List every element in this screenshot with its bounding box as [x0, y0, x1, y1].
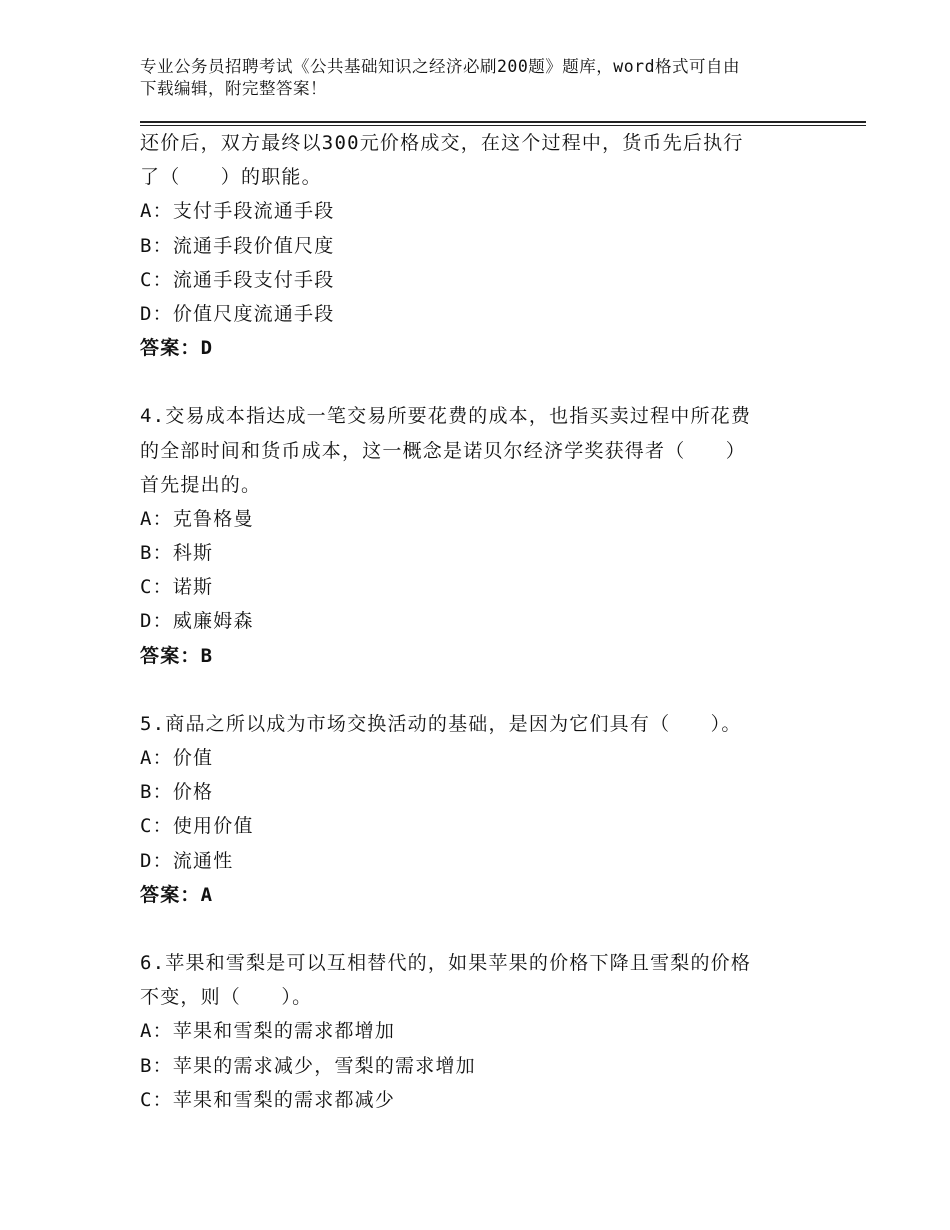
question-5 [140, 707, 840, 912]
question-6 [140, 946, 840, 1117]
question-stem-line: 了（ ）的职能。 [140, 166, 322, 189]
question-stem-line: 5.商品之所以成为市场交换活动的基础，是因为它们具有（ ）。 [140, 712, 742, 735]
option-a: A：克鲁格曼 [140, 507, 254, 530]
option-c: C：使用价值 [140, 815, 254, 838]
option-d: D：流通性 [140, 849, 234, 872]
option-c: C：诺斯 [140, 576, 214, 599]
page-header [140, 56, 820, 100]
option-d: D：威廉姆森 [140, 610, 254, 633]
option-b: B：科斯 [140, 542, 214, 565]
answer-line: 答案：D [140, 337, 214, 360]
header-rule-thick [140, 121, 866, 123]
header-line-1: 专业公务员招聘考试《公共基础知识之经济必刷200题》题库，word格式可自由 [140, 57, 741, 76]
header-line-2: 下载编辑，附完整答案！ [140, 79, 327, 98]
option-a: A：价值 [140, 747, 214, 769]
question-stem-line: 的全部时间和货币成本，这一概念是诺贝尔经济学奖获得者（ ） [140, 439, 747, 462]
question-list [140, 126, 840, 1117]
option-d: D：价值尺度流通手段 [140, 302, 335, 325]
question-3 [140, 126, 840, 365]
question-stem-line: 4.交易成本指达成一笔交易所要花费的成本，也指买卖过程中所花费 [140, 405, 752, 428]
answer-line: 答案：A [140, 883, 214, 906]
question-stem-line: 6.苹果和雪梨是可以互相替代的，如果苹果的价格下降且雪梨的价格 [140, 951, 752, 974]
question-stem-line: 还价后，双方最终以300元价格成交，在这个过程中，货币先后执行 [140, 132, 744, 154]
option-b: B：价格 [140, 781, 214, 804]
question-stem-line: 首先提出的。 [140, 473, 262, 496]
question-4 [140, 399, 840, 673]
option-c: C：流通手段支付手段 [140, 268, 335, 291]
option-a: A：苹果和雪梨的需求都增加 [140, 1020, 396, 1043]
option-b: B：流通手段价值尺度 [140, 234, 335, 257]
option-c: C：苹果和雪梨的需求都减少 [140, 1088, 396, 1111]
option-b: B：苹果的需求减少，雪梨的需求增加 [140, 1054, 476, 1077]
answer-line: 答案：B [140, 644, 214, 667]
option-a: A：支付手段流通手段 [140, 200, 335, 223]
question-stem-line: 不变，则（ ）。 [140, 986, 313, 1009]
